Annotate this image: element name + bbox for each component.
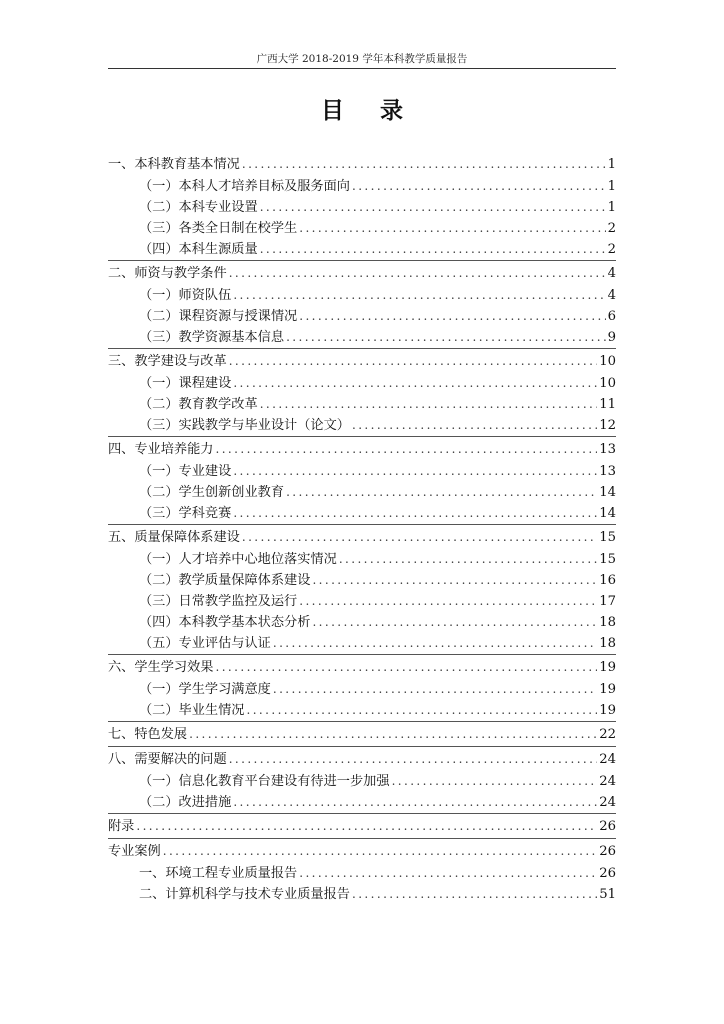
- toc-entry-title: （一）本科人才培养目标及服务面向: [139, 179, 350, 194]
- toc-entry-title: 七、特色发展: [108, 727, 188, 742]
- toc-entry-title: 八、需要解决的问题: [108, 752, 227, 767]
- toc-entry-title: （二）课程资源与授课情况: [139, 309, 298, 324]
- page-title: 目 录: [320, 97, 417, 124]
- toc-entry-title: （五）专业评估与认证: [139, 636, 271, 651]
- toc-entry-subsection[interactable]: [108, 176, 616, 197]
- running-header: 广西大学 2018-2019 学年本科教学质量报告: [256, 53, 468, 65]
- toc-entry-title: 二、计算机科学与技术专业质量报告: [139, 887, 350, 902]
- toc-entry-title: （一）信息化教育平台建设有待进一步加强: [139, 774, 390, 789]
- toc-page-number: 1: [607, 200, 616, 215]
- toc-section: [108, 746, 616, 813]
- toc-entry-subsection[interactable]: [108, 285, 616, 306]
- dot-leader: [233, 792, 597, 813]
- toc-page-number: 16: [599, 573, 616, 588]
- toc-page-number: 26: [599, 819, 616, 834]
- toc-entry-chapter[interactable]: [108, 152, 616, 176]
- toc-page-number: 12: [599, 418, 616, 433]
- toc-entry-chapter[interactable]: [108, 437, 616, 461]
- toc-page-number: 18: [599, 615, 616, 630]
- dot-leader: [247, 700, 598, 721]
- dot-leader: [233, 285, 605, 306]
- dot-leader: [339, 549, 597, 570]
- toc-entry-title: （三）实践教学与毕业设计（论文）: [139, 418, 350, 433]
- toc-entry-subsection[interactable]: [108, 863, 616, 884]
- toc-entry-subsection[interactable]: [108, 570, 616, 591]
- header-rule: [108, 68, 616, 69]
- toc-entry-title: （二）学生创新创业教育: [139, 485, 285, 500]
- toc-entry-title: （一）课程建设: [139, 376, 232, 391]
- dot-leader: [229, 261, 606, 285]
- toc-entry-subsection[interactable]: [108, 503, 616, 524]
- toc-page-number: 18: [599, 636, 616, 651]
- toc-section: [108, 654, 616, 721]
- dot-leader: [216, 437, 598, 461]
- dot-leader: [233, 373, 597, 394]
- toc-entry-title: （四）本科生源质量: [139, 242, 258, 257]
- dot-leader: [163, 839, 597, 863]
- dot-leader: [260, 239, 606, 260]
- dot-leader: [260, 394, 598, 415]
- toc-page-number: 2: [607, 221, 616, 236]
- toc-entry-chapter[interactable]: [108, 525, 616, 549]
- toc-entry-title: （一）专业建设: [139, 464, 232, 479]
- toc-entry-subsection[interactable]: [108, 482, 616, 503]
- toc-section: [108, 260, 616, 348]
- toc-page-number: 6: [607, 309, 616, 324]
- dot-leader: [233, 503, 597, 524]
- toc-entry-title: （三）各类全日制在校学生: [139, 221, 298, 236]
- toc-entry-title: 三、教学建设与改革: [108, 354, 227, 369]
- toc-entry-subsection[interactable]: [108, 633, 616, 654]
- dot-leader: [312, 612, 597, 633]
- dot-leader: [216, 655, 598, 679]
- toc-entry-chapter[interactable]: [108, 261, 616, 285]
- toc-entry-title: （一）师资队伍: [139, 288, 232, 303]
- toc-entry-subsection[interactable]: [108, 197, 616, 218]
- toc-entry-subsection[interactable]: [108, 373, 616, 394]
- dot-leader: [229, 747, 598, 771]
- toc-entry-subsection[interactable]: [108, 461, 616, 482]
- toc-entry-title: 五、质量保障体系建设: [108, 530, 240, 545]
- toc-entry-chapter[interactable]: [108, 747, 616, 771]
- toc-entry-title: （四）本科教学基本状态分析: [139, 615, 311, 630]
- toc-page-number: 10: [599, 354, 616, 369]
- toc-entry-subsection[interactable]: [108, 549, 616, 570]
- toc-entry-subsection[interactable]: [108, 612, 616, 633]
- toc-section: [108, 813, 616, 838]
- toc-page-number: 1: [607, 179, 616, 194]
- toc-entry-chapter[interactable]: [108, 349, 616, 373]
- toc-section: [108, 524, 616, 654]
- dot-leader: [299, 591, 597, 612]
- dot-leader: [136, 814, 597, 838]
- toc-entry-subsection[interactable]: [108, 327, 616, 348]
- toc-entry-title: 二、师资与教学条件: [108, 266, 227, 281]
- toc-entry-subsection[interactable]: [108, 306, 616, 327]
- dot-leader: [233, 461, 597, 482]
- toc-entry-title: （二）本科专业设置: [139, 200, 258, 215]
- toc-page-number: 15: [599, 552, 616, 567]
- dot-leader: [273, 633, 597, 654]
- toc-page-number: 13: [599, 442, 616, 457]
- toc-section: [108, 838, 616, 905]
- toc-entry-title: 附录: [108, 819, 135, 834]
- toc-page-number: 26: [599, 866, 616, 881]
- dot-leader: [299, 863, 597, 884]
- toc-page-number: 11: [599, 397, 616, 412]
- toc-page-number: 15: [599, 530, 616, 545]
- toc-page-number: 24: [599, 774, 616, 789]
- toc-entry-title: （二）教学质量保障体系建设: [139, 573, 311, 588]
- toc-section: [108, 436, 616, 524]
- dot-leader: [352, 176, 606, 197]
- toc-page-number: 13: [599, 464, 616, 479]
- toc-entry-title: （二）改进措施: [139, 795, 232, 810]
- dot-leader: [299, 306, 605, 327]
- toc-entry-title: （二）毕业生情况: [139, 703, 245, 718]
- dot-leader: [352, 415, 597, 436]
- dot-leader: [260, 197, 606, 218]
- dot-leader: [242, 152, 606, 176]
- toc-page-number: 19: [599, 660, 616, 675]
- toc-page-number: 1: [607, 157, 616, 172]
- toc-section: [108, 721, 616, 746]
- toc-entry-subsection[interactable]: [108, 679, 616, 700]
- toc-entry-title: （三）日常教学监控及运行: [139, 594, 298, 609]
- toc-page-number: 17: [599, 594, 616, 609]
- toc-entry-subsection[interactable]: [108, 415, 616, 436]
- toc-entry-subsection[interactable]: [108, 884, 616, 905]
- toc-page-number: 2: [607, 242, 616, 257]
- toc-entry-subsection[interactable]: [108, 591, 616, 612]
- toc-entry-title: （一）学生学习满意度: [139, 682, 271, 697]
- toc-section: [108, 348, 616, 436]
- toc-page-number: 4: [607, 288, 616, 303]
- toc-entry-subsection[interactable]: [108, 700, 616, 721]
- toc-page-number: 26: [599, 844, 616, 859]
- dot-leader: [229, 349, 598, 373]
- toc-entry-chapter[interactable]: [108, 655, 616, 679]
- toc-entry-title: （三）教学资源基本信息: [139, 330, 285, 345]
- toc-entry-title: 一、环境工程专业质量报告: [139, 866, 298, 881]
- toc-entry-title: （三）学科竞赛: [139, 506, 232, 521]
- toc-entry-chapter[interactable]: [108, 814, 616, 838]
- table-of-contents: [108, 152, 616, 905]
- toc-section: [108, 152, 616, 260]
- dot-leader: [286, 482, 597, 503]
- dot-leader: [189, 722, 597, 746]
- toc-entry-subsection[interactable]: [108, 239, 616, 260]
- toc-entry-subsection[interactable]: [108, 218, 616, 239]
- toc-page-number: 9: [607, 330, 616, 345]
- toc-entry-title: 专业案例: [108, 844, 161, 859]
- dot-leader: [352, 884, 597, 905]
- toc-entry-title: 六、学生学习效果: [108, 660, 214, 675]
- toc-entry-title: （一）人才培养中心地位落实情况: [139, 552, 337, 567]
- dot-leader: [299, 218, 605, 239]
- toc-entry-chapter[interactable]: [108, 839, 616, 863]
- toc-page-number: 14: [599, 485, 616, 500]
- toc-page-number: 24: [599, 752, 616, 767]
- toc-page-number: 19: [599, 703, 616, 718]
- toc-entry-subsection[interactable]: [108, 771, 616, 792]
- toc-entry-subsection[interactable]: [108, 394, 616, 415]
- toc-page-number: 24: [599, 795, 616, 810]
- toc-page-number: 10: [599, 376, 616, 391]
- toc-page-number: 51: [599, 887, 616, 902]
- toc-page-number: 14: [599, 506, 616, 521]
- toc-entry-title: 四、专业培养能力: [108, 442, 214, 457]
- dot-leader: [273, 679, 597, 700]
- toc-page-number: 22: [599, 727, 616, 742]
- toc-page-number: 4: [607, 266, 616, 281]
- toc-entry-title: 一、本科教育基本情况: [108, 157, 240, 172]
- toc-entry-subsection[interactable]: [108, 792, 616, 813]
- dot-leader: [242, 525, 597, 549]
- dot-leader: [392, 771, 598, 792]
- toc-entry-title: （二）教育教学改革: [139, 397, 258, 412]
- toc-page-number: 19: [599, 682, 616, 697]
- dot-leader: [312, 570, 597, 591]
- toc-entry-chapter[interactable]: [108, 722, 616, 746]
- dot-leader: [286, 327, 606, 348]
